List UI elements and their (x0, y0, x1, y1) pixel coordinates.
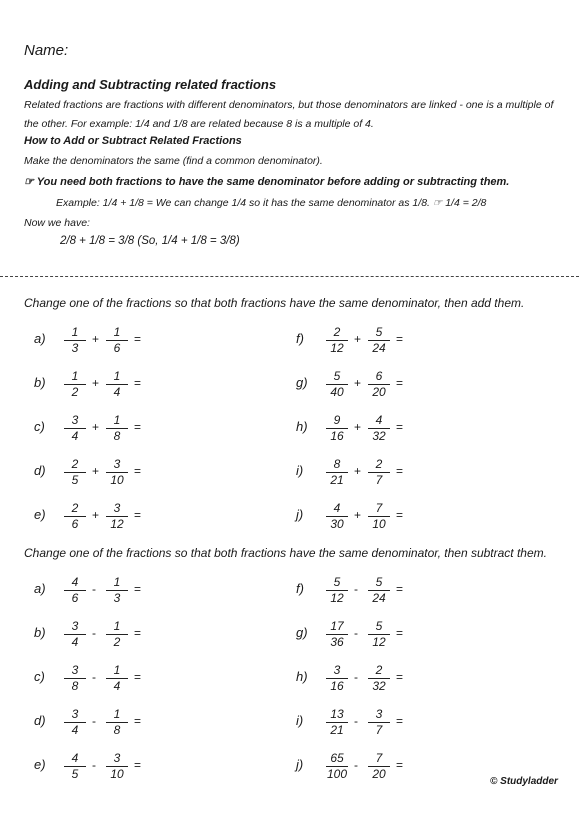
problem-label: a) (34, 331, 46, 346)
denominator: 24 (372, 341, 386, 355)
problem-label: b) (34, 625, 46, 640)
numerator: 4 (64, 576, 86, 591)
numerator: 3 (64, 414, 86, 429)
equals-sign: = (396, 508, 404, 522)
fraction-first (64, 620, 86, 649)
problem-label: h) (296, 419, 308, 434)
equals-sign: = (134, 464, 142, 478)
numerator: 1 (106, 664, 128, 679)
operator-sign: - (354, 714, 358, 728)
fraction-first (326, 414, 348, 443)
denominator: 4 (113, 679, 121, 693)
problem-label: i) (296, 713, 304, 728)
fraction-second (106, 370, 128, 399)
addition-instruction: Change one of the fractions so that both fractions have the same denominator, then add them. (24, 296, 525, 310)
operator-sign: - (92, 670, 96, 684)
equals-sign: = (396, 582, 404, 596)
worksheet-title: Adding and Subtracting related fractions (24, 77, 277, 92)
fraction-first (326, 458, 348, 487)
denominator: 30 (330, 517, 344, 531)
denominator: 12 (330, 341, 344, 355)
equals-sign: = (396, 758, 404, 772)
numerator: 7 (368, 502, 390, 517)
operator-sign: + (354, 464, 362, 478)
numerator: 4 (326, 502, 348, 517)
cut-line-divider (0, 276, 579, 277)
problem-label: c) (34, 419, 45, 434)
denominator: 6 (71, 591, 79, 605)
problem-label: b) (34, 375, 46, 390)
equals-sign: = (134, 758, 142, 772)
operator-sign: + (92, 420, 100, 434)
fraction-first (64, 708, 86, 737)
numerator: 1 (106, 326, 128, 341)
equals-sign: = (134, 376, 142, 390)
fraction-second (106, 576, 128, 605)
equals-sign: = (134, 332, 142, 346)
fraction-first (64, 458, 86, 487)
numerator: 1 (64, 326, 86, 341)
numerator: 13 (326, 708, 348, 723)
denominator: 6 (71, 517, 79, 531)
copyright-footer: © Studyladder (490, 776, 558, 787)
denominator: 10 (110, 473, 124, 487)
operator-sign: - (92, 714, 96, 728)
numerator: 1 (106, 414, 128, 429)
numerator: 2 (368, 664, 390, 679)
equals-sign: = (134, 508, 142, 522)
problem-label: e) (34, 507, 46, 522)
denominator: 20 (372, 767, 386, 781)
denominator: 7 (375, 473, 383, 487)
now-we-have-text: Now we have: (24, 217, 90, 229)
fraction-first (64, 414, 86, 443)
fraction-second (368, 414, 390, 443)
numerator: 3 (106, 752, 128, 767)
denominator: 8 (71, 679, 79, 693)
denominator: 2 (113, 635, 121, 649)
numerator: 3 (326, 664, 348, 679)
fraction-first (64, 664, 86, 693)
numerator: 8 (326, 458, 348, 473)
fraction-first (326, 752, 348, 781)
problem-label: i) (296, 463, 304, 478)
problem-label: a) (34, 581, 46, 596)
numerator: 3 (106, 458, 128, 473)
equals-sign: = (134, 420, 142, 434)
fraction-second (106, 620, 128, 649)
problem-label: e) (34, 757, 46, 772)
fraction-second (368, 620, 390, 649)
equals-sign: = (134, 714, 142, 728)
denominator: 3 (71, 341, 79, 355)
problem-label: d) (34, 463, 46, 478)
fraction-first (326, 664, 348, 693)
fraction-second (106, 414, 128, 443)
denominator: 2 (71, 385, 79, 399)
fraction-second (368, 752, 390, 781)
fraction-first (326, 576, 348, 605)
fraction-first (64, 326, 86, 355)
numerator: 3 (64, 708, 86, 723)
denominator: 4 (113, 385, 121, 399)
numerator: 7 (368, 752, 390, 767)
denominator: 4 (71, 723, 79, 737)
equals-sign: = (396, 376, 404, 390)
fraction-first (64, 752, 86, 781)
problem-label: j) (296, 757, 304, 772)
problem-label: g) (296, 625, 308, 640)
problem-label: f) (296, 331, 304, 346)
numerator: 2 (64, 458, 86, 473)
denominator: 24 (372, 591, 386, 605)
equals-sign: = (134, 626, 142, 640)
denominator: 7 (375, 723, 383, 737)
fraction-second (106, 664, 128, 693)
operator-sign: - (92, 582, 96, 596)
tip-text: ☞ You need both fractions to have the same denominator before adding or subtracting them. (24, 176, 510, 188)
fraction-second (368, 458, 390, 487)
numerator: 4 (64, 752, 86, 767)
problem-label: d) (34, 713, 46, 728)
numerator: 65 (326, 752, 348, 767)
denominator: 5 (71, 473, 79, 487)
fraction-first (64, 576, 86, 605)
operator-sign: + (92, 464, 100, 478)
numerator: 9 (326, 414, 348, 429)
numerator: 5 (368, 620, 390, 635)
numerator: 5 (368, 326, 390, 341)
denominator: 16 (330, 429, 344, 443)
problem-label: h) (296, 669, 308, 684)
operator-sign: - (354, 582, 358, 596)
equals-sign: = (396, 626, 404, 640)
fraction-second (106, 326, 128, 355)
numerator: 17 (326, 620, 348, 635)
operator-sign: + (354, 508, 362, 522)
problem-label: c) (34, 669, 45, 684)
operator-sign: + (354, 376, 362, 390)
how-to-heading: How to Add or Subtract Related Fractions (24, 135, 242, 147)
fraction-second (368, 576, 390, 605)
equals-sign: = (134, 582, 142, 596)
fraction-second (368, 664, 390, 693)
fraction-first (326, 502, 348, 531)
numerator: 5 (326, 370, 348, 385)
denominator: 8 (113, 429, 121, 443)
numerator: 6 (368, 370, 390, 385)
operator-sign: + (92, 332, 100, 346)
denominator: 10 (372, 517, 386, 531)
fraction-second (368, 326, 390, 355)
denominator: 3 (113, 591, 121, 605)
fraction-first (326, 620, 348, 649)
numerator: 5 (326, 576, 348, 591)
fraction-second (368, 502, 390, 531)
denominator: 16 (330, 679, 344, 693)
problem-label: j) (296, 507, 304, 522)
result-text: 2/8 + 1/8 = 3/8 (So, 1/4 + 1/8 = 3/8) (60, 235, 240, 247)
operator-sign: - (354, 670, 358, 684)
denominator: 32 (372, 679, 386, 693)
denominator: 100 (326, 767, 348, 781)
numerator: 2 (368, 458, 390, 473)
numerator: 4 (368, 414, 390, 429)
numerator: 3 (64, 620, 86, 635)
fraction-second (106, 708, 128, 737)
numerator: 1 (106, 370, 128, 385)
numerator: 1 (106, 708, 128, 723)
make-same-text: Make the denominators the same (find a common denominator). (24, 155, 323, 167)
name-label: Name: (24, 42, 69, 59)
denominator: 40 (330, 385, 344, 399)
equals-sign: = (396, 420, 404, 434)
operator-sign: - (92, 626, 96, 640)
fraction-second (106, 752, 128, 781)
denominator: 12 (110, 517, 124, 531)
operator-sign: - (92, 758, 96, 772)
fraction-first (64, 502, 86, 531)
subtraction-instruction: Change one of the fractions so that both fractions have the same denominator, then subtract them. (24, 546, 547, 560)
numerator: 2 (326, 326, 348, 341)
equals-sign: = (396, 332, 404, 346)
numerator: 3 (64, 664, 86, 679)
denominator: 6 (113, 341, 121, 355)
denominator: 36 (330, 635, 344, 649)
equals-sign: = (396, 714, 404, 728)
fraction-second (106, 502, 128, 531)
intro-text: Related fractions are fractions with different denominators, but those denominators are linked - one is a multiple of the other. For example: 1/4 and 1/8 are related because 8 is a multiple of 4. (24, 99, 554, 130)
denominator: 4 (71, 635, 79, 649)
numerator: 1 (106, 620, 128, 635)
fraction-first (326, 326, 348, 355)
numerator: 3 (106, 502, 128, 517)
denominator: 32 (372, 429, 386, 443)
operator-sign: + (354, 332, 362, 346)
fraction-first (326, 708, 348, 737)
denominator: 21 (330, 473, 344, 487)
numerator: 2 (64, 502, 86, 517)
example-text: Example: 1/4 + 1/8 = We can change 1/4 so it has the same denominator as 1/8. ☞ 1/4 = 2/8 (56, 197, 487, 209)
fraction-first (64, 370, 86, 399)
numerator: 5 (368, 576, 390, 591)
denominator: 20 (372, 385, 386, 399)
operator-sign: + (354, 420, 362, 434)
denominator: 10 (110, 767, 124, 781)
problem-label: g) (296, 375, 308, 390)
denominator: 21 (330, 723, 344, 737)
numerator: 1 (106, 576, 128, 591)
problem-label: f) (296, 581, 304, 596)
numerator: 3 (368, 708, 390, 723)
fraction-second (368, 708, 390, 737)
operator-sign: - (354, 626, 358, 640)
denominator: 8 (113, 723, 121, 737)
operator-sign: + (92, 508, 100, 522)
denominator: 5 (71, 767, 79, 781)
numerator: 1 (64, 370, 86, 385)
fraction-second (106, 458, 128, 487)
operator-sign: + (92, 376, 100, 390)
equals-sign: = (396, 670, 404, 684)
fraction-first (326, 370, 348, 399)
denominator: 12 (330, 591, 344, 605)
equals-sign: = (396, 464, 404, 478)
fraction-second (368, 370, 390, 399)
operator-sign: - (354, 758, 358, 772)
denominator: 12 (372, 635, 386, 649)
denominator: 4 (71, 429, 79, 443)
equals-sign: = (134, 670, 142, 684)
